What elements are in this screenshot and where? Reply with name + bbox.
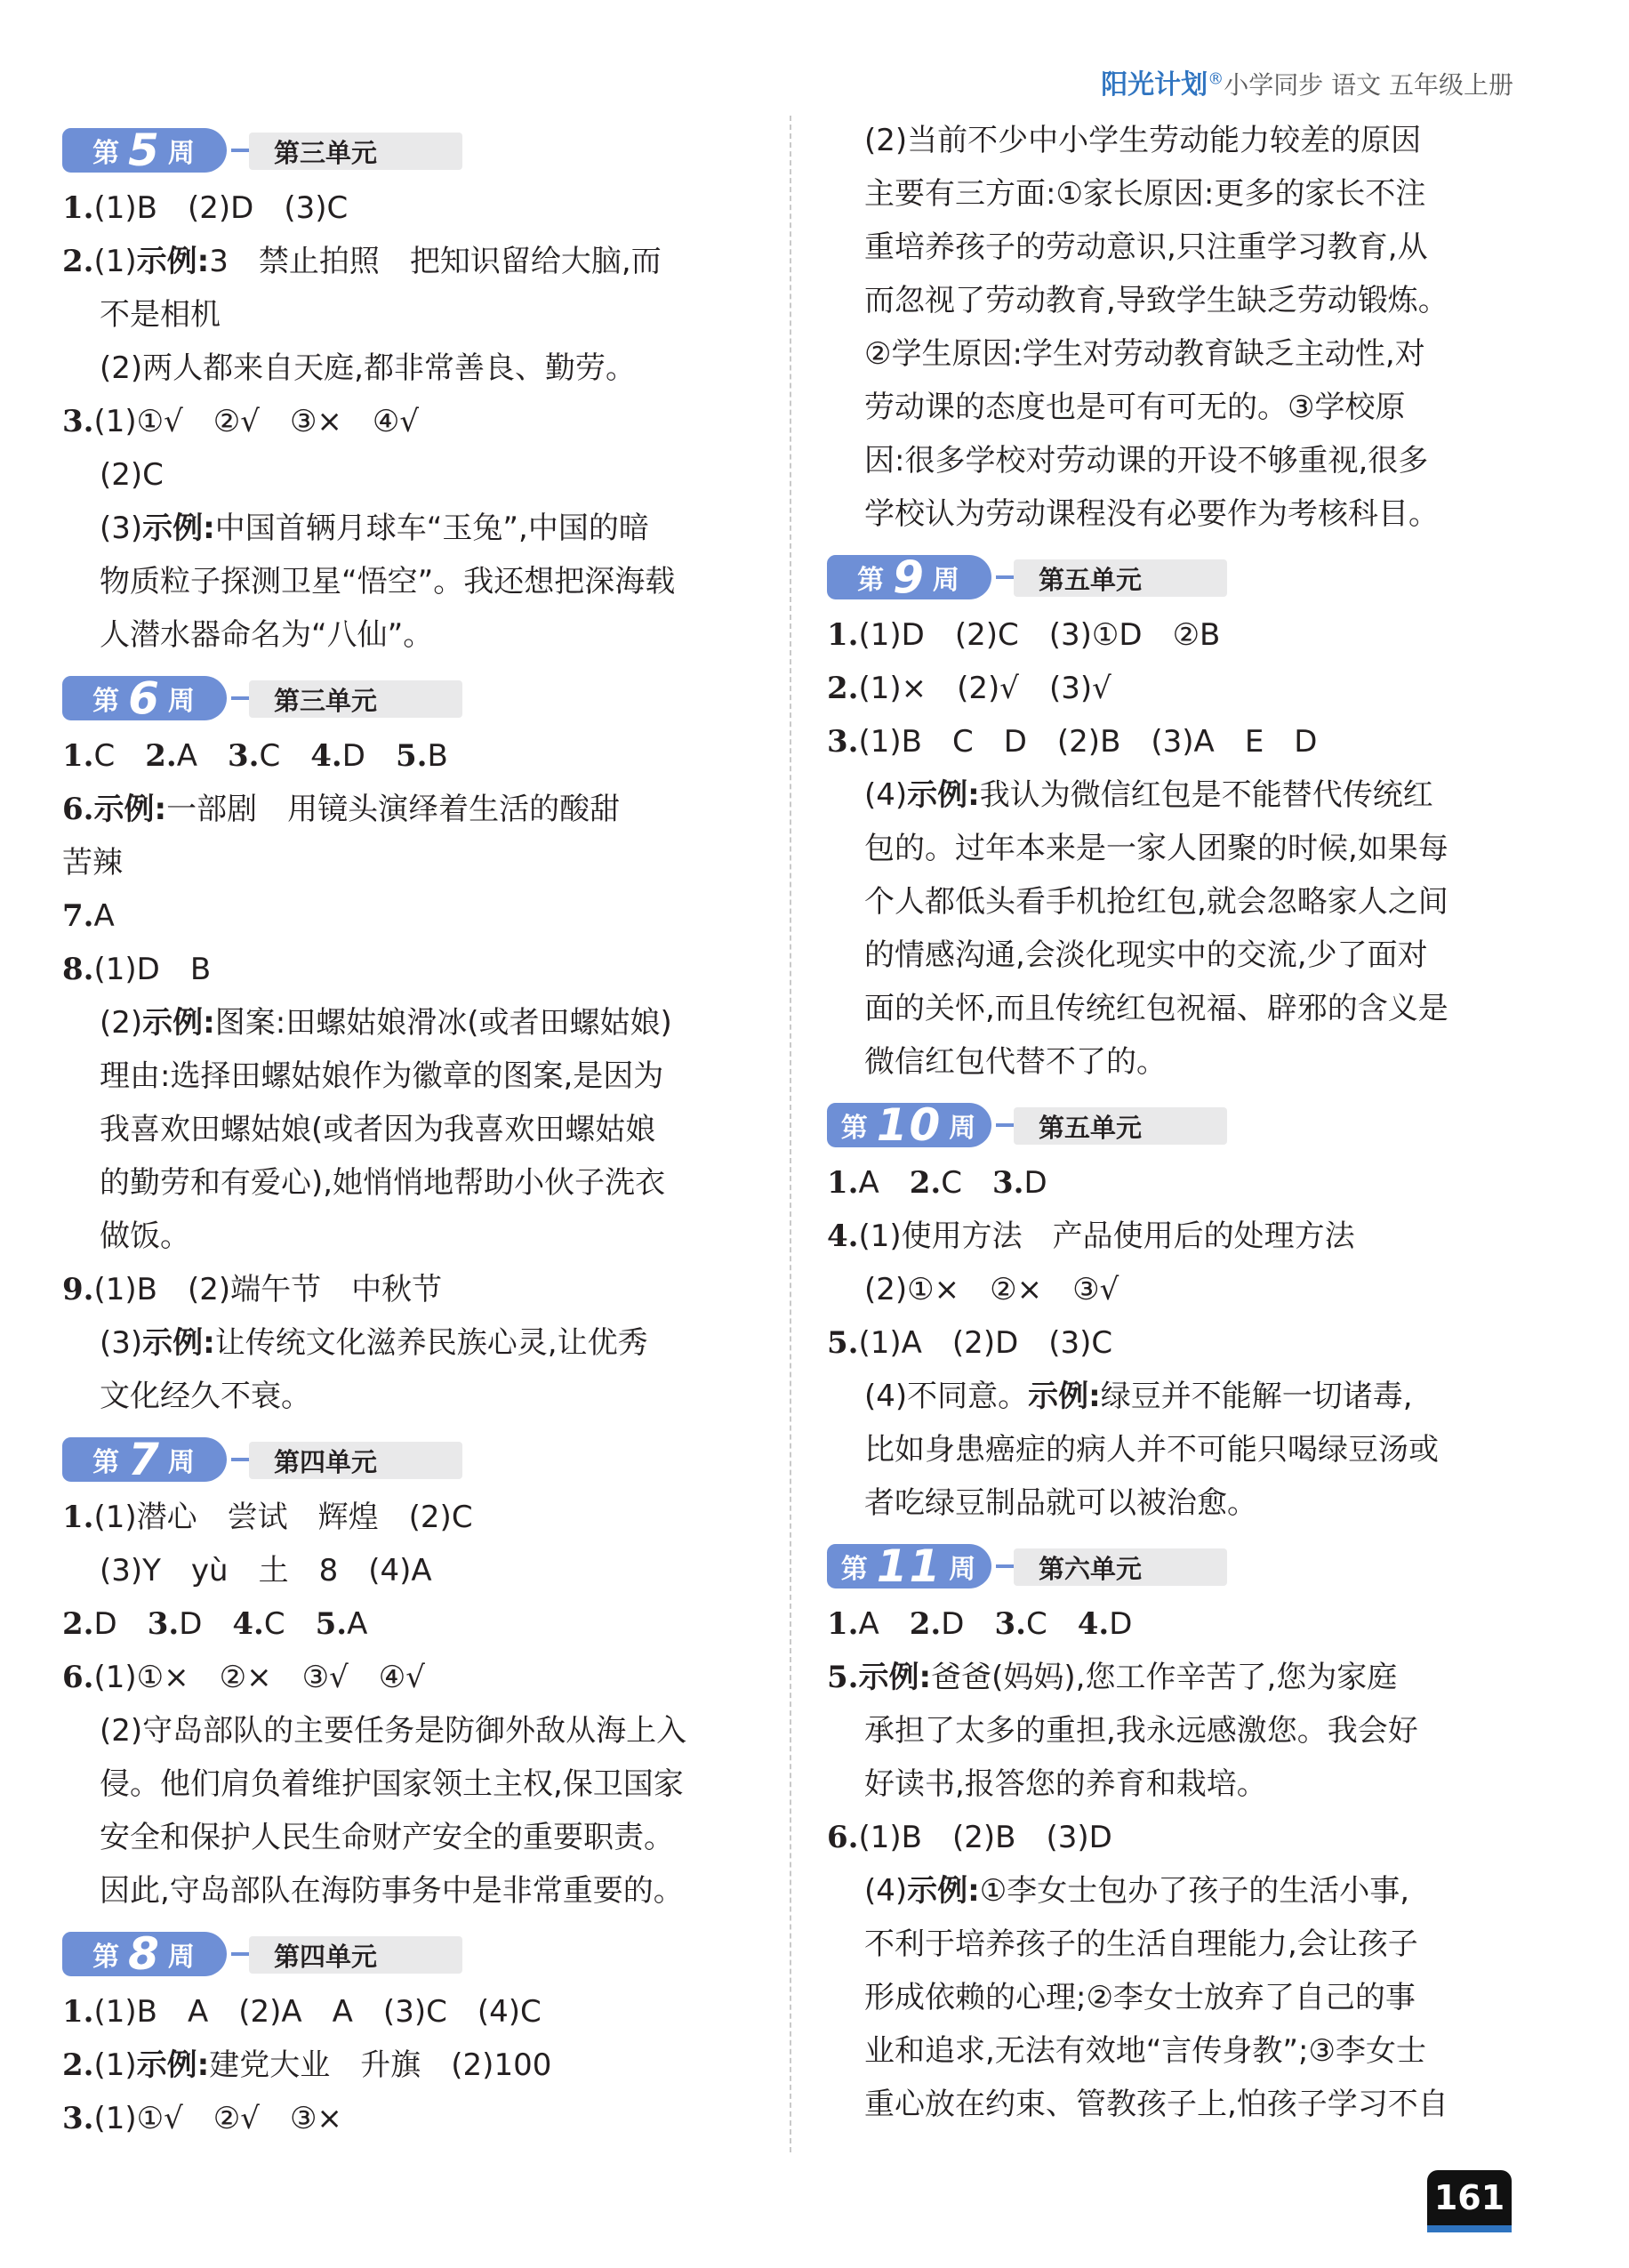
answer-line (827, 2078, 1529, 2131)
answer-text: 者吃绿豆制品就可以被治愈。 (864, 1485, 1257, 1521)
answer-text: 个人都低头看手机抢红包,就会忽略家人之间 (864, 884, 1448, 920)
answer-text: 重培养孩子的劳动意识,只注重学习教育,从 (864, 229, 1428, 265)
answer-line (62, 783, 765, 836)
week-header-6 (62, 669, 765, 726)
question-number: 7. (62, 898, 94, 934)
answer-line (827, 167, 1529, 221)
week-header-10 (827, 1096, 1529, 1153)
unit-label: 第四单元 (249, 1936, 462, 1974)
week-badge (62, 672, 227, 724)
answer-line (62, 235, 765, 288)
answer-line (62, 608, 765, 662)
question-number: 1. (62, 1500, 94, 1535)
column-divider (790, 116, 791, 2152)
example-keyword: 示例: (907, 1873, 980, 1909)
answer-text: 重心放在约束、管教孩子上,怕孩子学习不自 (864, 2087, 1448, 2122)
answer-text: D (941, 1606, 995, 1642)
week-number: 6 (128, 672, 161, 724)
answer-line (827, 662, 1529, 715)
answer-line (827, 929, 1529, 982)
week-connector (231, 696, 251, 700)
question-number: 3. (62, 2101, 94, 2136)
answer-text: (1)①× ②× ③√ ④√ (93, 1660, 425, 1695)
answer-line (62, 1050, 765, 1103)
answer-text: A (858, 1165, 910, 1201)
answer-line (827, 1316, 1529, 1370)
answer-text: 的情感沟通,会淡化现实中的交流,少了面对 (864, 937, 1428, 973)
example-keyword: 示例: (858, 1660, 932, 1695)
question-number: 1. (62, 738, 94, 774)
week-suffix: 周 (949, 1113, 978, 1144)
answer-text: (1)潜心 尝试 辉煌 (2)C (93, 1500, 473, 1535)
answer-text: (1)A (2)D (3)C (858, 1325, 1113, 1361)
question-number: 2. (827, 671, 859, 706)
week-header-9 (827, 548, 1529, 605)
week-prefix: 第 (840, 1554, 870, 1585)
book-subtitle: 小学同步 语文 五年级上册 (1224, 70, 1513, 100)
answer-text: (1)使用方法 产品使用后的处理方法 (858, 1218, 1355, 1254)
unit-label: 第三单元 (249, 680, 462, 718)
answer-line (62, 1811, 765, 1864)
question-number: 4. (1077, 1606, 1110, 1642)
answer-text: (3) (100, 1325, 143, 1361)
answer-text: (1)B (2)D (3)C (93, 190, 349, 226)
answer-line (827, 327, 1529, 381)
answer-line (827, 1757, 1529, 1811)
answer-text: (1) (93, 2047, 137, 2083)
unit-label: 第五单元 (1014, 1107, 1227, 1145)
answer-line (827, 1156, 1529, 1210)
answer-line (62, 1597, 765, 1651)
answer-text: (3) (100, 511, 143, 546)
answer-line (62, 1210, 765, 1263)
answer-text: (4) (864, 1873, 908, 1909)
week-connector (231, 149, 251, 152)
answer-line (62, 1370, 765, 1423)
answer-line (827, 715, 1529, 768)
answer-line (827, 608, 1529, 662)
answer-text: (2)①× ②× ③√ (864, 1272, 1119, 1307)
answer-text: (2)两人都来自天庭,都非常善良、勤劳。 (100, 350, 636, 386)
example-keyword: 示例: (93, 792, 167, 827)
question-number: 3. (62, 404, 94, 439)
answer-line (62, 181, 765, 235)
week-prefix: 第 (840, 1113, 870, 1144)
question-number: 5. (827, 1325, 859, 1361)
answer-text: 面的关怀,而且传统红包祝福、辟邪的含义是 (864, 991, 1448, 1026)
answer-line (62, 889, 765, 943)
week-prefix: 第 (92, 686, 122, 717)
answer-line (827, 1476, 1529, 1530)
page-number: 161 (1427, 2170, 1512, 2225)
answer-text: C (93, 738, 146, 774)
answer-line (62, 729, 765, 783)
answer-line (62, 996, 765, 1050)
example-keyword: 示例: (136, 244, 210, 279)
week-suffix: 周 (167, 138, 197, 169)
answer-text: (1)D B (93, 952, 212, 987)
answer-text: 业和追求,无法有效地“言传身教”;③李女士 (864, 2033, 1426, 2069)
week-number: 10 (876, 1099, 943, 1151)
question-number: 3. (827, 724, 859, 760)
example-keyword: 示例: (142, 1325, 215, 1361)
example-keyword: 示例: (136, 2047, 210, 2083)
answer-line (827, 1597, 1529, 1651)
question-number: 5. (315, 1606, 348, 1642)
answer-line (62, 2039, 765, 2092)
answer-line (827, 2024, 1529, 2078)
answer-line (62, 1651, 765, 1704)
question-number: 1. (62, 1994, 94, 2030)
answer-line (827, 487, 1529, 541)
answer-line (827, 1918, 1529, 1971)
brand-name: 阳光计划 (1101, 69, 1208, 101)
answer-text: 我喜欢田螺姑娘(或者因为我喜欢田螺姑娘 (100, 1112, 656, 1147)
answer-line (827, 1864, 1529, 1918)
week-prefix: 第 (92, 1942, 122, 1973)
week-suffix: 周 (932, 565, 961, 596)
answer-text: 建党大业 升旗 (2)100 (209, 2047, 552, 2083)
answer-line (62, 1316, 765, 1370)
answer-text: C (263, 1606, 316, 1642)
week-badge (62, 125, 227, 176)
answer-text: 物质粒子探测卫星“悟空”。我还想把深海载 (100, 564, 676, 599)
answer-text: 中国首辆月球车“玉兔”,中国的暗 (214, 511, 649, 546)
answer-line (62, 555, 765, 608)
answer-text: 让传统文化滋养民族心灵,让优秀 (214, 1325, 648, 1361)
week-number: 9 (893, 551, 926, 603)
answer-line (62, 342, 765, 395)
answer-line (62, 288, 765, 342)
answer-text: 劳动课的态度也是可有可无的。③学校原 (864, 390, 1406, 425)
answer-text: 主要有三方面:①家长原因:更多的家长不注 (864, 176, 1426, 212)
answer-text: ①李女士包办了孩子的生活小事, (979, 1873, 1410, 1909)
week-suffix: 周 (167, 686, 197, 717)
answer-text: (2) (100, 1005, 143, 1041)
answer-text: 我认为微信红包是不能替代传统红 (979, 777, 1433, 813)
week-suffix: 周 (167, 1942, 197, 1973)
answer-line (62, 1864, 765, 1918)
answer-text: 绿豆并不能解一切诸毒, (1100, 1379, 1413, 1414)
question-number: 3. (992, 1165, 1024, 1201)
answer-text: 比如身患癌症的病人并不可能只喝绿豆汤或 (864, 1432, 1439, 1468)
week-number: 11 (876, 1540, 943, 1592)
answer-text: A (93, 898, 115, 934)
answer-line (62, 395, 765, 448)
example-keyword: 示例: (1028, 1379, 1101, 1414)
week-badge (62, 1434, 227, 1485)
answer-text: 学校认为劳动课程没有必要作为考核科目。 (864, 496, 1439, 532)
question-number: 4. (232, 1606, 264, 1642)
answer-line (827, 1704, 1529, 1757)
answer-line (827, 1035, 1529, 1089)
week-header-11 (827, 1537, 1529, 1594)
question-number: 1. (827, 617, 859, 653)
answer-text: 不是相机 (100, 297, 221, 333)
answer-line (62, 502, 765, 555)
answer-line (827, 274, 1529, 327)
answer-text: 形成依赖的心理;②李女士放弃了自己的事 (864, 1980, 1416, 2015)
answer-line (62, 1544, 765, 1597)
question-number: 2. (909, 1606, 942, 1642)
answer-text: 的勤劳和有爱心),她悄悄地帮助小伙子洗衣 (100, 1165, 666, 1201)
answer-line (827, 982, 1529, 1035)
answer-line (827, 434, 1529, 487)
week-header-7 (62, 1430, 765, 1487)
answer-line (827, 1263, 1529, 1316)
week-connector (996, 1123, 1015, 1127)
answer-text: (3)Y yù 土 8 (4)A (100, 1553, 432, 1588)
question-number: 4. (310, 738, 342, 774)
week-badge (827, 1540, 991, 1592)
answer-text: (2)守岛部队的主要任务是防御外敌从海上入 (100, 1713, 687, 1749)
question-number: 2. (145, 738, 177, 774)
page-number-bar (1427, 2225, 1512, 2232)
question-number: 5. (395, 738, 428, 774)
week-header-8 (62, 1925, 765, 1982)
answer-text: (4)不同意。 (864, 1379, 1029, 1414)
answer-line (62, 448, 765, 502)
question-number: 2. (62, 1606, 94, 1642)
answer-text: (1)B C D (2)B (3)A E D (858, 724, 1318, 760)
question-number: 9. (62, 1272, 94, 1307)
question-number: 2. (909, 1165, 942, 1201)
answer-text: 理由:选择田螺姑娘作为徽章的图案,是因为 (100, 1058, 664, 1094)
answer-text: 安全和保护人民生命财产安全的重要职责。 (100, 1820, 674, 1855)
week-prefix: 第 (92, 1447, 122, 1478)
answer-text: 做饭。 (100, 1218, 190, 1254)
week-badge (827, 1099, 991, 1151)
answer-text: 承担了太多的重担,我永远感激您。我会好 (864, 1713, 1418, 1749)
left-column (62, 114, 765, 2145)
week-number: 8 (128, 1928, 161, 1980)
answer-line (827, 1971, 1529, 2024)
answer-line (62, 1263, 765, 1316)
question-number: 1. (827, 1165, 859, 1201)
week-connector (231, 1458, 251, 1461)
answer-line (62, 1156, 765, 1210)
question-number: 2. (62, 2047, 94, 2083)
answer-line (62, 1704, 765, 1757)
week-header-5 (62, 121, 765, 178)
answer-text: 3 禁止拍照 把知识留给大脑,而 (209, 244, 662, 279)
week-connector (996, 1564, 1015, 1568)
answer-line (62, 836, 765, 889)
answer-text: C (941, 1165, 993, 1201)
answer-text: (1)B A (2)A A (3)C (4)C (93, 1994, 542, 2030)
answer-text: 图案:田螺姑娘滑冰(或者田螺姑娘) (214, 1005, 672, 1041)
question-number: 8. (62, 952, 94, 987)
answer-line (827, 1811, 1529, 1864)
answer-text: 因:很多学校对劳动课的开设不够重视,很多 (864, 443, 1429, 479)
answer-text: (1)①√ ②√ ③× (93, 2101, 342, 2136)
example-keyword: 示例: (907, 777, 980, 813)
answer-text: 一部剧 用镜头演绎着生活的酸甜 (166, 792, 621, 827)
question-number: 4. (827, 1218, 859, 1254)
answer-text: 微信红包代替不了的。 (864, 1044, 1167, 1080)
answer-line (62, 1757, 765, 1811)
answer-line (827, 768, 1529, 822)
question-number: 6. (62, 792, 94, 827)
answer-text: ②学生原因:学生对劳动教育缺乏主动性,对 (864, 336, 1425, 372)
answer-line (827, 1651, 1529, 1704)
unit-label: 第六单元 (1014, 1548, 1227, 1586)
answer-text: 而忽视了劳动教育,导致学生缺乏劳动锻炼。 (864, 283, 1448, 318)
answer-line (62, 1491, 765, 1544)
unit-label: 第四单元 (249, 1442, 462, 1479)
answer-text: (1) (93, 244, 137, 279)
answer-text: (1)× (2)√ (3)√ (858, 671, 1111, 706)
answer-line (62, 2092, 765, 2145)
registered-mark: ® (1208, 69, 1224, 89)
week-number: 5 (128, 125, 161, 176)
answer-text: 因此,守岛部队在海防事务中是非常重要的。 (100, 1873, 684, 1909)
answer-text: 爸爸(妈妈),您工作辛苦了,您为家庭 (931, 1660, 1398, 1695)
question-number: 6. (62, 1660, 94, 1695)
week-prefix: 第 (92, 138, 122, 169)
right-column (827, 114, 1529, 2131)
week-suffix: 周 (167, 1447, 197, 1478)
answer-line (62, 943, 765, 996)
answer-text: (2)C (100, 457, 164, 493)
answer-line (827, 875, 1529, 929)
answer-text: 人潜水器命名为“八仙”。 (100, 617, 434, 653)
question-number: 6. (827, 1820, 859, 1855)
answer-text: D (1109, 1606, 1133, 1642)
answer-text: B (427, 738, 448, 774)
example-keyword: 示例: (142, 1005, 215, 1041)
answer-text: D (1023, 1165, 1047, 1201)
answer-text: D (341, 738, 396, 774)
answer-text: 不利于培养孩子的生活自理能力,会让孩子 (864, 1926, 1418, 1962)
answer-line (827, 1423, 1529, 1476)
answer-text: A (347, 1606, 368, 1642)
question-number: 3. (994, 1606, 1026, 1642)
week-prefix: 第 (857, 565, 887, 596)
answer-line (827, 1370, 1529, 1423)
answer-text: 苦辣 (62, 845, 123, 881)
answer-text: C (259, 738, 311, 774)
answer-text: (1)B (2)端午节 中秋节 (93, 1272, 443, 1307)
answer-line (827, 822, 1529, 875)
answer-line (827, 221, 1529, 274)
week-connector (231, 1952, 251, 1956)
answer-line (827, 1210, 1529, 1263)
question-number: 2. (62, 244, 94, 279)
unit-label: 第三单元 (249, 133, 462, 170)
answer-text: 包的。过年本来是一家人团聚的时候,如果每 (864, 831, 1448, 866)
answer-text: 好读书,报答您的养育和栽培。 (864, 1766, 1267, 1802)
answer-text: A (858, 1606, 910, 1642)
answer-text: (4) (864, 777, 908, 813)
example-keyword: 示例: (142, 511, 215, 546)
answer-text: A (176, 738, 229, 774)
answer-line (62, 1103, 765, 1156)
page-header (1101, 62, 1513, 107)
answer-text: D (179, 1606, 233, 1642)
answer-text: (1)D (2)C (3)①D ②B (858, 617, 1221, 653)
answer-text: 文化经久不衰。 (100, 1379, 311, 1414)
week-badge (827, 551, 991, 603)
question-number: 5. (827, 1660, 859, 1695)
answer-line (827, 114, 1529, 167)
answer-line (827, 381, 1529, 434)
answer-text: 侵。他们肩负着维护国家领土主权,保卫国家 (100, 1766, 684, 1802)
week-suffix: 周 (949, 1554, 978, 1585)
week-connector (996, 575, 1015, 579)
answer-text: C (1025, 1606, 1078, 1642)
answer-text: (1)①√ ②√ ③× ④√ (93, 404, 420, 439)
question-number: 1. (827, 1606, 859, 1642)
week-badge (62, 1928, 227, 1980)
question-number: 3. (147, 1606, 180, 1642)
unit-label: 第五单元 (1014, 559, 1227, 597)
week-number: 7 (128, 1434, 161, 1485)
question-number: 3. (228, 738, 260, 774)
answer-line (62, 1985, 765, 2039)
answer-text: (1)B (2)B (3)D (858, 1820, 1112, 1855)
answer-text: (2)当前不少中小学生劳动能力较差的原因 (864, 123, 1422, 158)
answer-text: D (93, 1606, 148, 1642)
question-number: 1. (62, 190, 94, 226)
